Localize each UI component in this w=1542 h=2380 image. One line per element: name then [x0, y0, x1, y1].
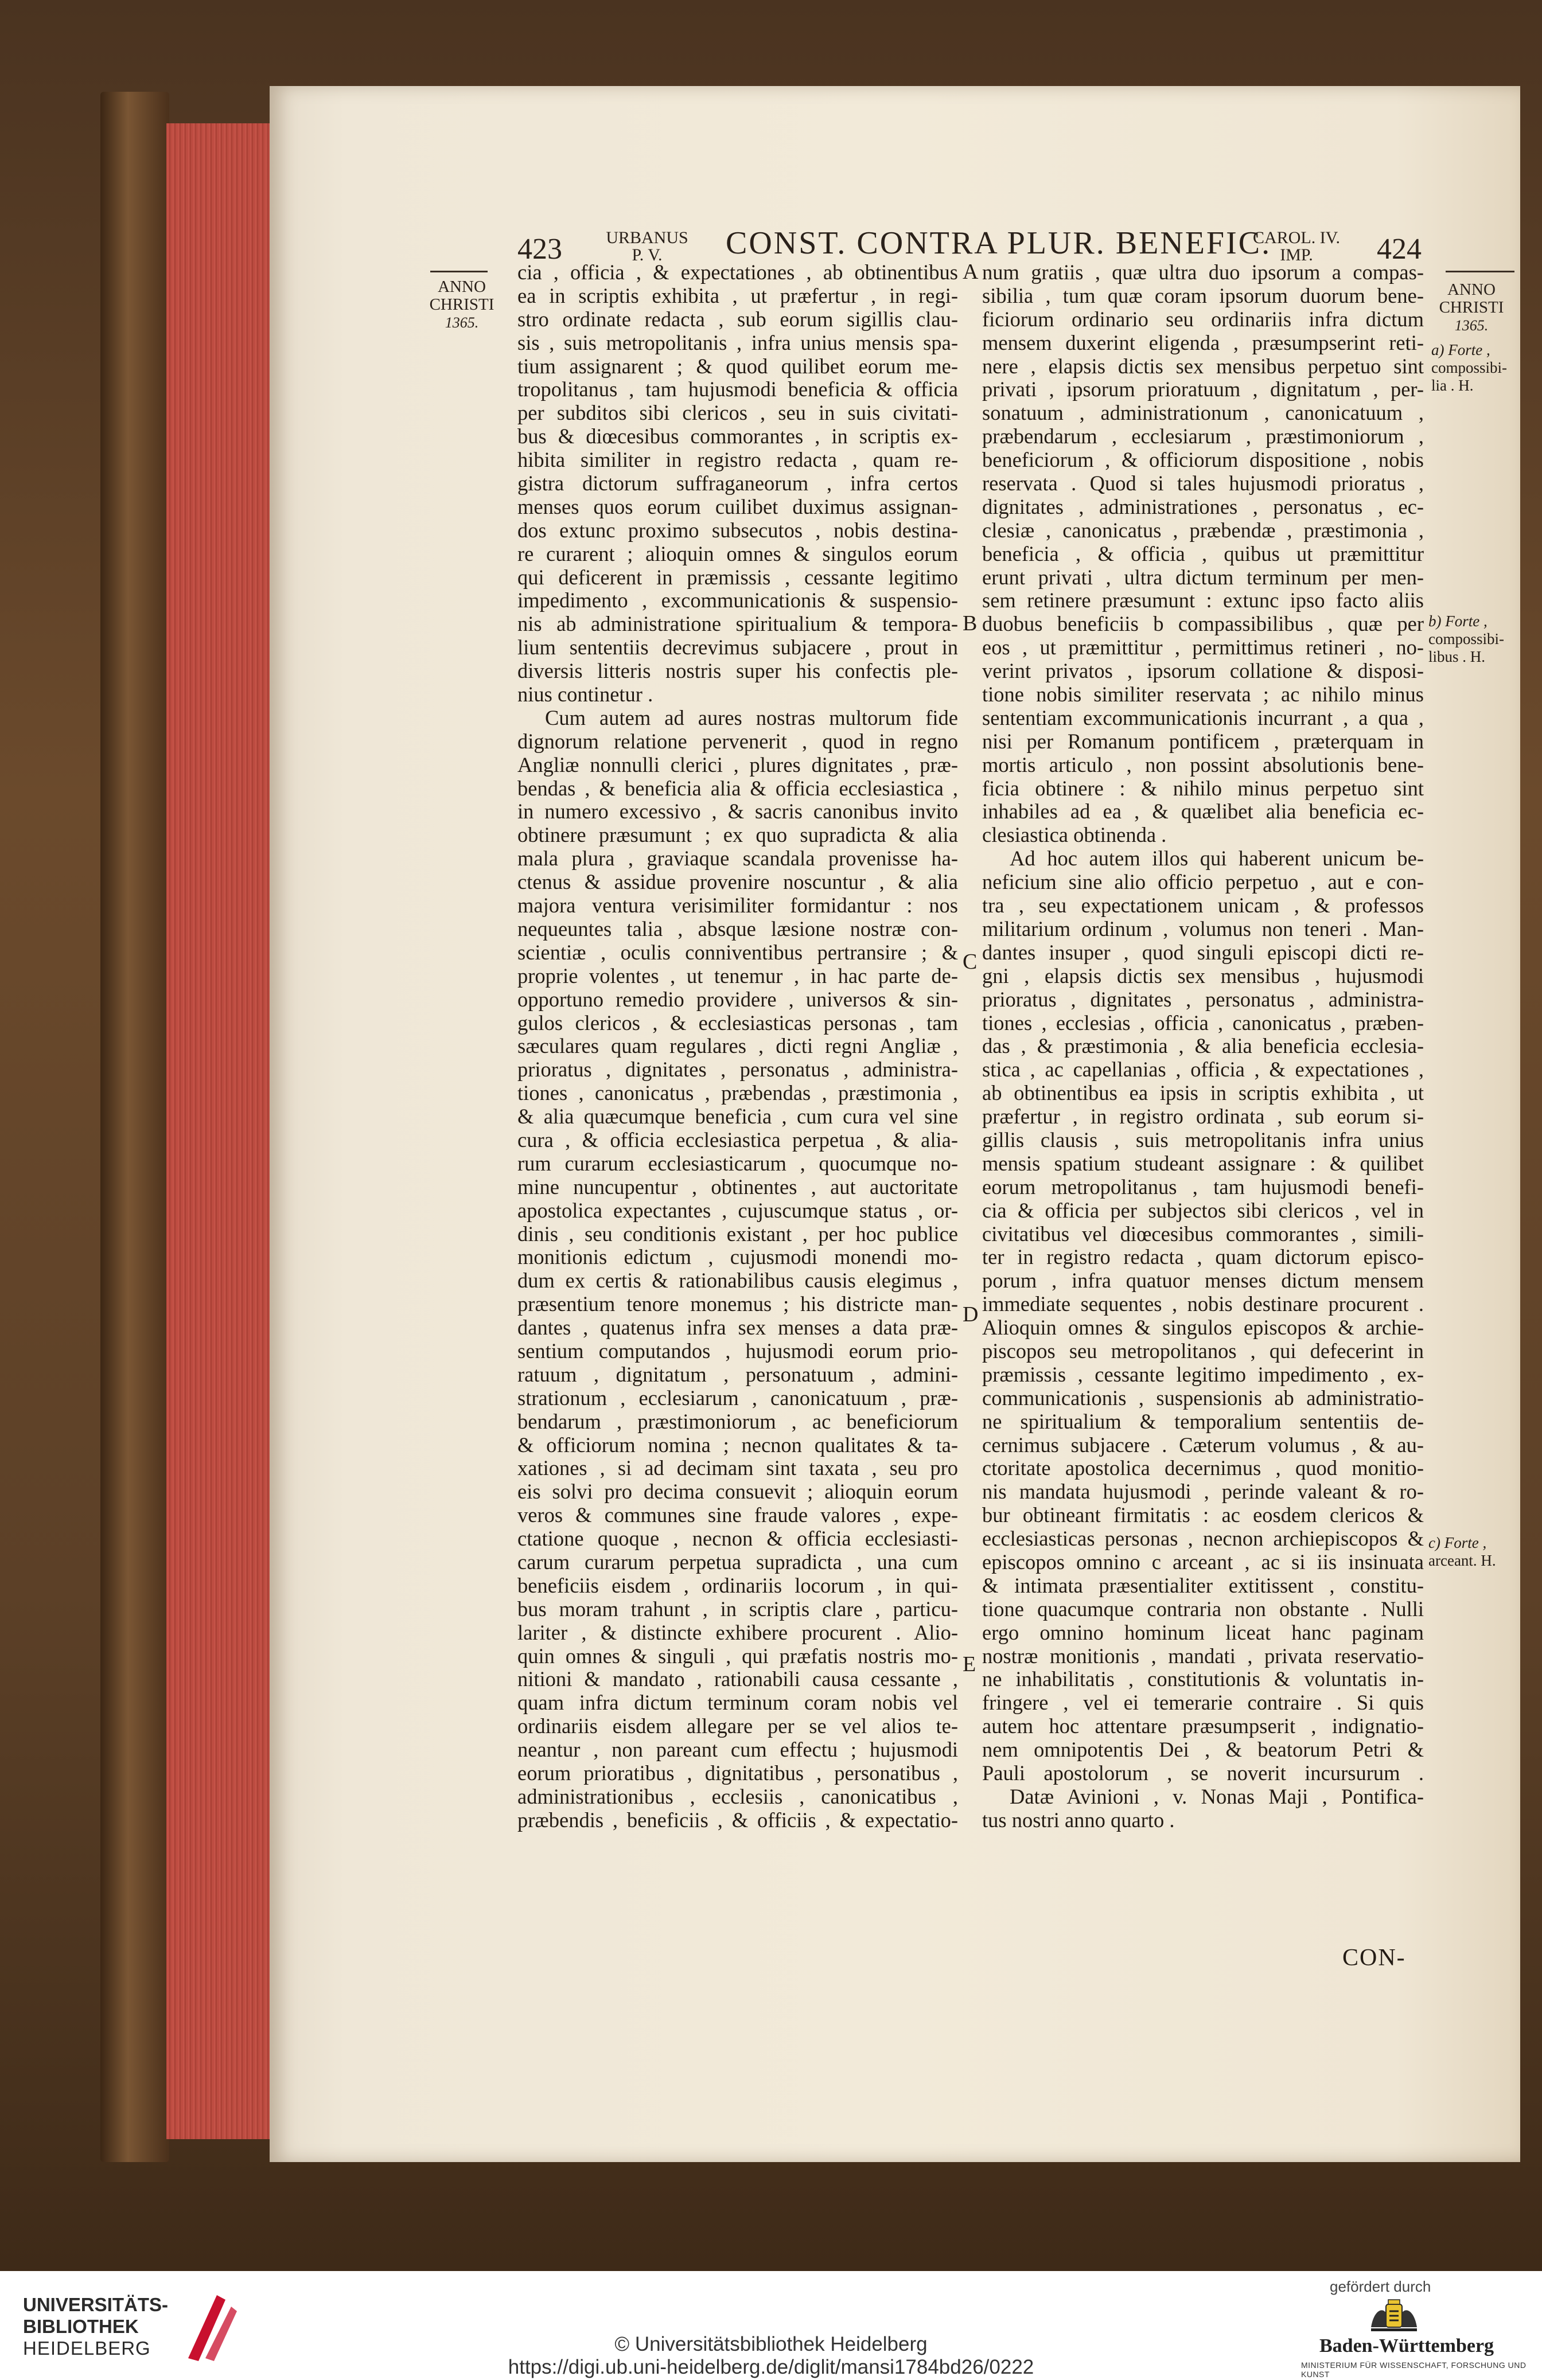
- anno-label: ANNO: [438, 278, 486, 296]
- red-page-edges: [166, 123, 278, 2139]
- text-line: qui deficerent in præmissis , cessante legitimo: [517, 565, 958, 589]
- text-line: ctoritate apostolica decernimus , quod monitio-: [982, 1457, 1424, 1480]
- text-line: ficia obtinere : & nihilo minus perpetuo sint: [982, 777, 1424, 800]
- text-line: apostolica expectantes , cujuscumque status , or-: [517, 1199, 958, 1222]
- text-line: eorum prioratibus , dignitatibus , personatibus ,: [517, 1762, 958, 1785]
- copyright-text: © Universitätsbibliothek Heidelberg: [614, 2333, 928, 2355]
- text-line: immediate sequentes , nobis destinare procurent .: [982, 1293, 1424, 1316]
- text-line: civitatibus vel diœcesibus commorantes , simili-: [982, 1222, 1424, 1246]
- text-line: reservata . Quod si tales hujusmodi prioratus ,: [982, 472, 1424, 495]
- text-line: diversis litteris nostris super his confectis ple-: [517, 660, 958, 683]
- footnote-a: [1431, 341, 1507, 395]
- page-title: CONST. CONTRA PLUR. BENEFIC.: [726, 225, 1272, 261]
- funder-name: Baden-Württemberg: [1319, 2335, 1494, 2356]
- text-column-right: [982, 261, 1424, 1832]
- text-line: stro ordinate redacta , sub eorum sigillis clau-: [517, 307, 958, 331]
- text-line: sentium computandos , hujusmodi eorum prio-: [517, 1339, 958, 1363]
- text-line: mensem duxerint eligenda , præsumpserint reti-: [982, 331, 1424, 354]
- text-line: bus moram trahunt , in scriptis clare , particu-: [517, 1597, 958, 1621]
- text-line: rum curarum ecclesiasticarum , quocumque no-: [517, 1152, 958, 1175]
- text-line: scientiæ , oculis conniventibus pertransire ; &: [517, 941, 958, 964]
- header-emperor-name: CAROL. IV.: [1253, 228, 1340, 247]
- text-line: majora ventura verisimiliter formidantur : nos: [517, 894, 958, 918]
- margin-anno-left: [425, 278, 499, 331]
- text-line: stica , ac capellanias , officia , & expectationes ,: [982, 1058, 1424, 1082]
- text-line: & alia quæcumque beneficia , cum cura vel sine: [517, 1105, 958, 1129]
- text-line: tiones , canonicatus , præbendas , præstimonia ,: [517, 1082, 958, 1105]
- text-line: dignorum relatione pervenerit , quod in regno: [517, 729, 958, 753]
- library-name-line: HEIDELBERG: [23, 2338, 151, 2359]
- text-line: præbendarum , ecclesiarum , præstimoniorum ,: [982, 425, 1424, 448]
- text-line: nere , elapsis dictis sex mensibus perpetuo sint: [982, 354, 1424, 378]
- text-line: Angliæ nonnulli clerici , plures dignitates , præ-: [517, 753, 958, 777]
- text-line: ergo omnino hominum liceat hanc paginam: [982, 1621, 1424, 1644]
- text-line: clesiastica obtinenda .: [982, 824, 1167, 847]
- text-line: gni , elapsis dictis sex mensibus , hujusmodi: [982, 964, 1424, 988]
- text-line: mensis spatium studeant assignare : & quilibet: [982, 1152, 1424, 1175]
- text-line: eorum metropolitanus , tam hujusmodi benefi-: [982, 1175, 1424, 1199]
- text-line: militarium ordinum , volumus non teneri . Man-: [982, 917, 1424, 941]
- text-line: gistra dictorum suffraganeorum , infra certos: [517, 472, 958, 495]
- text-line: dignitates , administrationes , personatus , ec-: [982, 495, 1424, 518]
- text-line: gillis clausis , suis metropolitanis infra unius: [982, 1128, 1424, 1152]
- footnote-a-line: a) Forte ,: [1431, 341, 1490, 358]
- section-marker-d: D: [963, 1302, 979, 1326]
- text-line: eis solvi pro decima consuevit ; alioquin eorum: [517, 1480, 958, 1504]
- text-line: dos extunc proximo subsecutos , nobis destina-: [517, 518, 958, 542]
- text-line: beneficiorum , & officiorum dispositione , nobis: [982, 448, 1424, 472]
- text-line: sis , suis metropolitanis , infra unius mensis spa-: [517, 331, 958, 354]
- text-line: xationes , si ad decimam sint taxata , seu pro: [517, 1457, 958, 1480]
- text-line: dinis , seu conditionis existant , per hoc publice: [517, 1222, 958, 1246]
- text-line: mala plura , graviaque scandala provenisse ha-: [517, 847, 958, 871]
- text-line: tione quacumque contraria non obstante . Nulli: [982, 1597, 1424, 1621]
- text-line: dum ex certis & rationabilibus causis elegimus ,: [517, 1269, 958, 1293]
- text-line: piscopos seu metropolitanos , qui defecerint in: [982, 1339, 1424, 1363]
- library-name-line: BIBLIOTHEK: [23, 2316, 139, 2337]
- text-line: beneficiis eisdem , ordinariis locorum , in qui-: [517, 1574, 958, 1597]
- text-line: ter in registro redacta , quam dictorum episco-: [982, 1246, 1424, 1269]
- section-marker-a: A: [963, 260, 979, 284]
- permalink-url[interactable]: https://digi.ub.uni-heidelberg.de/diglit/mansi1784bd26/0222: [508, 2356, 1034, 2378]
- text-line: Cum autem ad aures nostras multorum fide: [545, 706, 958, 729]
- text-line: Pauli apostolorum , se noverit incursurum .: [982, 1762, 1424, 1785]
- section-marker-b: B: [963, 611, 978, 635]
- footnote-c-line: c) Forte ,: [1428, 1534, 1487, 1551]
- text-line: prioratus , dignitates , personatus , administra-: [982, 988, 1424, 1011]
- text-line: obtinere præsumunt ; ex quo supradicta & alia: [517, 824, 958, 847]
- text-line: sæculares quam regulares , dicti regni Angliæ ,: [517, 1035, 958, 1058]
- text-line: ctenus & assidue provenire noscuntur , & alia: [517, 871, 958, 894]
- section-marker-e: E: [963, 1652, 976, 1676]
- text-line: menses quos eorum cuilibet duximus assignan-: [517, 495, 958, 518]
- text-line: verint privatos , ipsorum collatione & disposi-: [982, 660, 1424, 683]
- text-line: tropolitanus , tam hujusmodi beneficia & officia: [517, 378, 958, 401]
- text-line: clesiæ , canonicatus , præbendæ , præstimonia ,: [982, 518, 1424, 542]
- text-line: dantes , quatenus infra sex menses a data præ-: [517, 1316, 958, 1340]
- footer-bar: [0, 2271, 1542, 2380]
- text-line: autem hoc attentare præsumpserit , indignatio-: [982, 1715, 1424, 1738]
- text-line: ordinariis eisdem allegare per se vel alios te-: [517, 1715, 958, 1738]
- footnote-b: [1428, 612, 1504, 666]
- text-line: carum curarum perpetua supradicta , una cum: [517, 1550, 958, 1574]
- year-label: 1365.: [1454, 317, 1489, 334]
- text-line: cura , & officia ecclesiastica perpetua , & alia-: [517, 1128, 958, 1152]
- text-line: neficium sine alio officio perpetuo , aut e con-: [982, 871, 1424, 894]
- text-line: privati , ipsorum prioratuum , dignitatum , per-: [982, 378, 1424, 401]
- text-line: ctatione quoque , necnon & officia ecclesiasti-: [517, 1527, 958, 1551]
- margin-anno-right: [1434, 281, 1509, 334]
- text-line: opportuno remedio providere , universos & sin-: [517, 988, 958, 1011]
- text-line: nem omnipotentis Dei , & beatorum Petri &: [982, 1738, 1424, 1762]
- text-line: duobus beneficiis b compassibilibus , quæ per: [982, 612, 1424, 636]
- text-line: gulos clericos , & ecclesiasticas personas , tam: [517, 1011, 958, 1035]
- footnote-a-line: lia . H.: [1431, 377, 1474, 394]
- text-line: tus nostri anno quarto .: [982, 1808, 1175, 1832]
- page-number-right: 424: [1377, 233, 1422, 266]
- text-line: & officiorum nomina ; necnon qualitates & ta-: [517, 1433, 958, 1457]
- text-line: fringere , vel ei temerarie contraire . Si quis: [982, 1691, 1424, 1715]
- text-line: sibilia , tum quæ coram ipsorum duorum bene-: [982, 284, 1424, 307]
- text-line: ab obtinentibus ea ipsis in scriptis exhibita , ut: [982, 1082, 1424, 1105]
- text-line: das , & præstimonia , & alia beneficia ecclesia-: [982, 1035, 1424, 1058]
- text-line: administrationibus , ecclesiis , canonicatibus ,: [517, 1785, 958, 1808]
- text-line: in numero excessivo , & sacris canonibus invito: [517, 800, 958, 824]
- header-emperor-title: IMP.: [1280, 245, 1313, 264]
- text-line: & intimata præsentialiter extitissent , constitu-: [982, 1574, 1424, 1597]
- text-line: Alioquin omnes & singulos episcopos & archie-: [982, 1316, 1424, 1340]
- header-pope-number: P. V.: [632, 245, 663, 264]
- text-line: veros & communes sine fraude valores , expe-: [517, 1504, 958, 1527]
- text-line: quin omnes & singuli , qui præfatis nostris mo-: [517, 1644, 958, 1668]
- text-line: proprie volentes , ut tenemur , in hac parte de-: [517, 964, 958, 988]
- year-label: 1365.: [445, 314, 479, 331]
- text-line: nis mandata hujusmodi , perinde valeant & ro-: [982, 1480, 1424, 1504]
- footnote-b-line: b) Forte ,: [1428, 612, 1488, 630]
- text-line: lium sententiis decrevimus subjacere , prout in: [517, 636, 958, 660]
- text-line: Datæ Avinioni , v. Nonas Maji , Pontifica-: [1010, 1785, 1424, 1808]
- text-line: tra , seu expectationem unicam , & professos: [982, 894, 1424, 918]
- text-line: ne inhabilitatis , constitutionis & voluntatis in-: [982, 1668, 1424, 1691]
- text-line: nitioni & mandato , rationabili causa cessante ,: [517, 1668, 958, 1691]
- text-line: ea in scriptis exhibita , ut præfertur , in regi-: [517, 284, 958, 307]
- text-line: sem retinere præsumunt : extunc ipso facto aliis: [982, 589, 1424, 612]
- text-line: porum , infra quatuor menses dictum mensem: [982, 1269, 1424, 1293]
- text-column-left: [517, 261, 958, 1832]
- header-pope-name: URBANUS: [606, 228, 688, 247]
- funded-by-label: gefördert durch: [1330, 2278, 1431, 2295]
- header-emperor: [1242, 229, 1351, 264]
- margin-rule-left: [430, 271, 488, 272]
- text-line: præbendis , beneficiis , & officiis , & expectatio-: [517, 1808, 958, 1832]
- text-line: quam infra dictum terminum coram nobis vel: [517, 1691, 958, 1715]
- text-line: inhabiles ad ea , & quælibet alia beneficia ec-: [982, 800, 1424, 824]
- text-line: nostræ monitionis , mandati , privata reservatio-: [982, 1644, 1424, 1668]
- page-number-left: 423: [517, 233, 562, 266]
- text-line: bendas , & beneficia alia & officia ecclesiastica ,: [517, 777, 958, 800]
- text-line: cia , officia , & expectationes , ab obtinentibus: [517, 261, 958, 284]
- book-cover-edge: [100, 92, 169, 2162]
- christi-label: CHRISTI: [1439, 298, 1504, 317]
- text-line: lariter , & distincte exhibere procurent . Alio-: [517, 1621, 958, 1644]
- text-line: mine nuncupentur , obtinentes , aut auctoritate: [517, 1175, 958, 1199]
- footnote-a-line: compossibi-: [1431, 359, 1507, 376]
- christi-label: CHRISTI: [429, 295, 494, 314]
- text-line: impedimento , excommunicationis & suspensio-: [517, 589, 958, 612]
- text-line: præsentium tenore monemus ; his districte man-: [517, 1293, 958, 1316]
- text-line: bendarum , præstimoniorum , ac beneficiorum: [517, 1410, 958, 1433]
- text-line: mortis articulo , non possint absolutionis bene-: [982, 753, 1424, 777]
- library-name-line: UNIVERSITÄTS-: [23, 2294, 169, 2315]
- catchword: CON-: [1342, 1945, 1406, 1971]
- text-line: beneficia , & officia , quibus ut præmittitur: [982, 542, 1424, 565]
- text-line: Ad hoc autem illos qui haberent unicum be-: [1010, 847, 1424, 871]
- text-line: tium assignarent ; & quod quilibet eorum me-: [517, 354, 958, 378]
- header-pope: [595, 229, 699, 264]
- text-line: nisi per Romanum pontificem , præterquam in: [982, 729, 1424, 753]
- text-line: tione nobis similiter reservata ; ac nihilo minus: [982, 683, 1424, 707]
- state-crest-icon: [1365, 2299, 1423, 2339]
- text-line: monitionis edictum , cujusmodi monendi mo-: [517, 1246, 958, 1269]
- section-marker-c: C: [963, 950, 978, 974]
- text-line: tiones , ecclesias , officia , canonicatus , præben-: [982, 1011, 1424, 1035]
- text-line: cernimus subjacere . Cæterum volumus , & au-: [982, 1433, 1424, 1457]
- text-line: ne spiritualium & temporalium sententiis de-: [982, 1410, 1424, 1433]
- text-line: ecclesiasticas personas , necnon archiepiscopos &: [982, 1527, 1424, 1551]
- text-line: per subditos sibi clericos , seu in suis civitati-: [517, 401, 958, 425]
- anno-label: ANNO: [1447, 280, 1496, 299]
- text-line: sententiam excommunicationis incurrant , a qua ,: [982, 706, 1424, 729]
- text-line: bur obtineant firmitatis : ac eosdem clericos &: [982, 1504, 1424, 1527]
- margin-rule-right: [1446, 271, 1514, 272]
- text-line: neantur , non pareant cum effectu ; hujusmodi: [517, 1738, 958, 1762]
- funder-subtitle: MINISTERIUM FÜR WISSENSCHAFT, FORSCHUNG UND KUNST: [1301, 2361, 1527, 2379]
- text-line: eos , ut præmittitur , permittimus retineri , no-: [982, 636, 1424, 660]
- text-line: erunt privati , ultra dictum terminum per men-: [982, 565, 1424, 589]
- text-line: nequeuntes talia , absque læsione nostræ con-: [517, 917, 958, 941]
- text-line: episcopos omnino c arceant , ac si iis insinuata: [982, 1550, 1424, 1574]
- text-line: num gratiis , quæ ultra duo ipsorum a compas-: [982, 261, 1424, 284]
- text-line: nius continetur .: [517, 683, 653, 707]
- text-line: dantes insuper , quod singuli episcopi dicti re-: [982, 941, 1424, 964]
- text-line: hibita similiter in registro redacta , quam re-: [517, 448, 958, 472]
- text-line: prioratus , dignitates , personatus , administra-: [517, 1058, 958, 1082]
- text-line: re curarent ; alioquin omnes & singulos eorum: [517, 542, 958, 565]
- text-line: sonatuum , administrationum , canonicatuum ,: [982, 401, 1424, 425]
- text-line: communicationis , suspensionis ab administratio-: [982, 1386, 1424, 1410]
- footnote-b-line: libus . H.: [1428, 648, 1486, 665]
- text-line: strationum , ecclesiarum , canonicatuum , præ-: [517, 1386, 958, 1410]
- footnote-b-line: compossibi-: [1428, 630, 1504, 647]
- text-line: præfertur , in registro ordinata , sub eorum si-: [982, 1105, 1424, 1129]
- footnote-c: [1428, 1534, 1496, 1570]
- text-line: ratuum , dignitatum , personatuum , admini-: [517, 1363, 958, 1386]
- text-line: cia & officia per subjectos sibi clericos , vel in: [982, 1199, 1424, 1222]
- text-line: nis ab administratione spiritualium & tempora-: [517, 612, 958, 636]
- text-line: ficiorum ordinario seu ordinariis infra dictum: [982, 307, 1424, 331]
- footnote-c-line: arceant. H.: [1428, 1552, 1496, 1569]
- text-line: præmissis , cessante legitimo impedimento , ex-: [982, 1363, 1424, 1386]
- text-line: bus & diœcesibus commorantes , in scriptis ex-: [517, 425, 958, 448]
